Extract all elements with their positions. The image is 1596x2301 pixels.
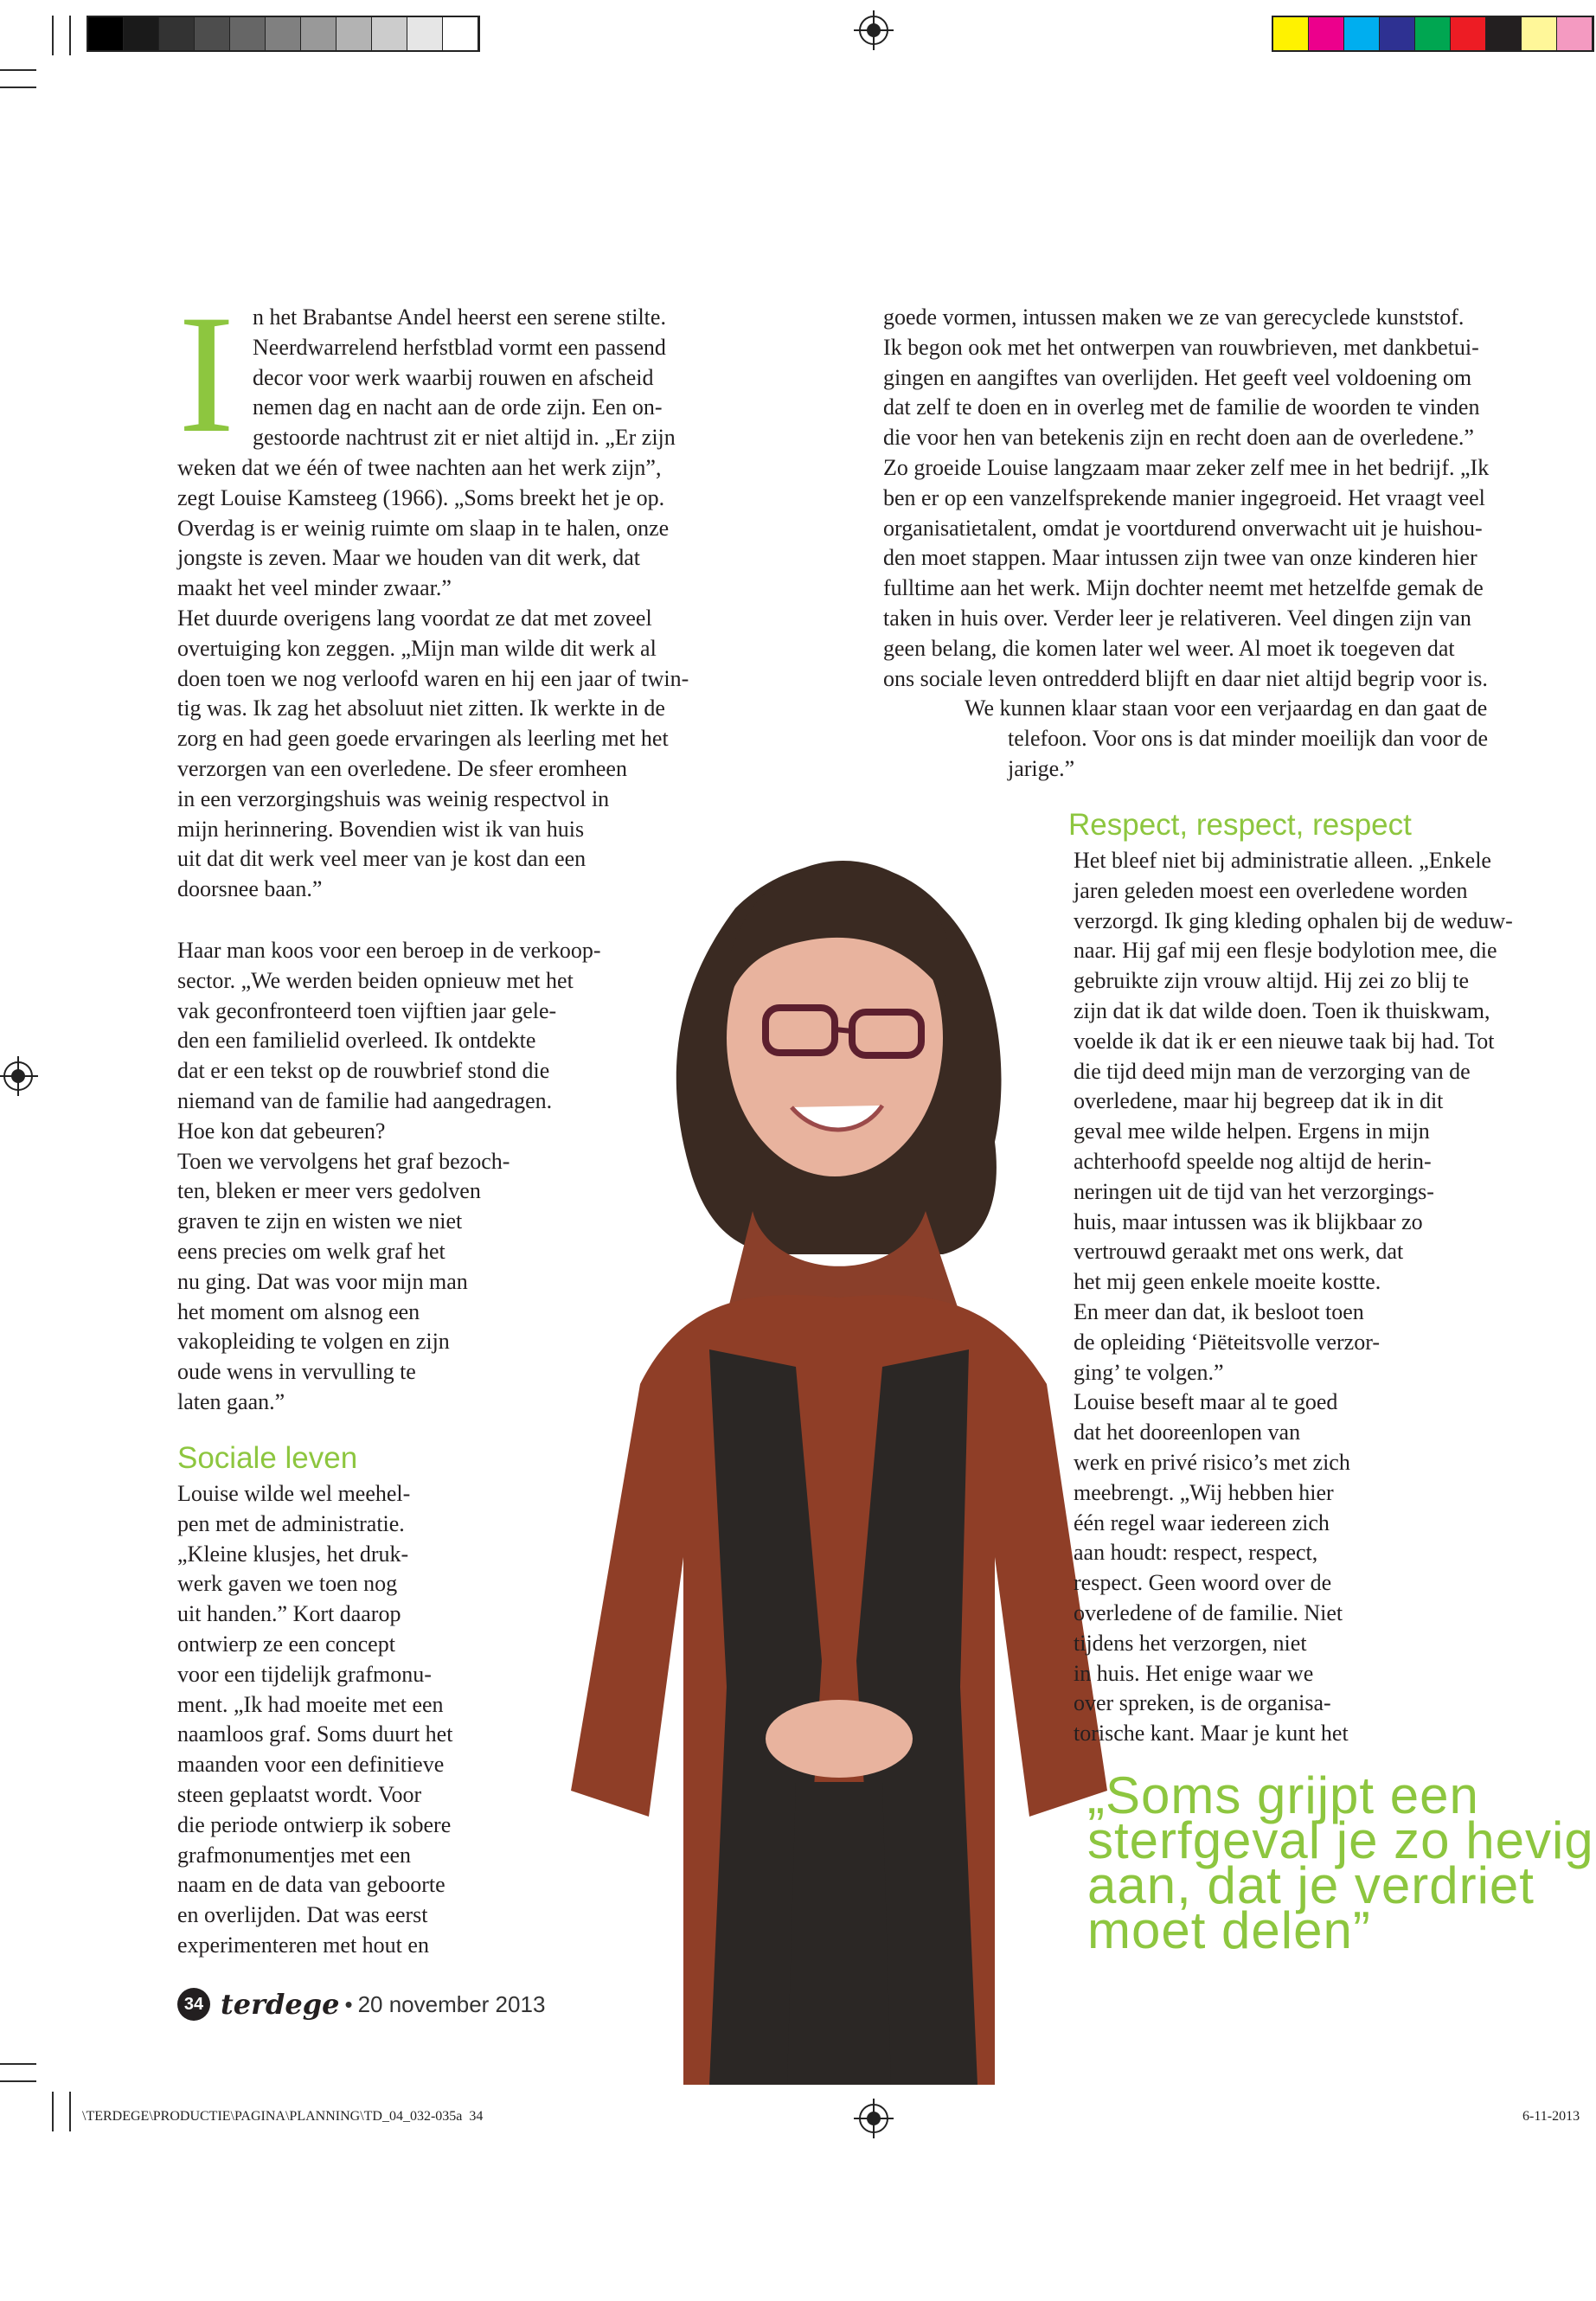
- magazine-logo: terdege: [221, 1988, 340, 2021]
- print-date: 6-11-2013: [1522, 2109, 1580, 2124]
- color-swatch: [230, 17, 266, 50]
- registration-mark-icon: [859, 2104, 888, 2133]
- crop-mark: [52, 16, 54, 55]
- color-swatch: [1415, 17, 1451, 50]
- page-footer: [177, 1988, 545, 2021]
- color-swatch: [443, 17, 478, 50]
- color-swatch: [195, 17, 230, 50]
- body-paragraph: telefoon. Voor ons is dat minder moeilijk dan voor de jarige.”: [1008, 726, 1489, 781]
- color-swatch: [301, 17, 337, 50]
- issue-date: 20 november 2013: [357, 1990, 546, 2017]
- section-heading: Respect, respect, respect: [1068, 808, 1412, 842]
- registration-mark-icon: [3, 1061, 33, 1091]
- footer-separator: •: [344, 1990, 353, 2017]
- body-paragraph: Louise wilde wel meehel- pen met de administratie. „Kleine klusjes, het druk- werk gaven we toen nog uit handen.” Kort daarop ontwierp ze een concept voor een tijdelijk grafmonu- ment. „Ik had moeite met een naamloos graf. Soms duurt het maanden voor een definitieve steen geplaatst wordt. Voor die periode ontwierp ik sobere grafmonumentjes met een naam en de data van geboorte en overlijden. Dat was eerst experimenteren met hout en: [177, 1481, 453, 1958]
- color-swatch: [1309, 17, 1344, 50]
- drop-cap: I: [178, 280, 235, 468]
- color-swatch: [1522, 17, 1557, 50]
- registration-mark-icon: [859, 16, 888, 45]
- color-swatch: [1380, 17, 1415, 50]
- color-swatch: [124, 17, 159, 50]
- crop-mark: [69, 16, 71, 55]
- print-slug: \TERDEGE\PRODUCTIE\PAGINA\PLANNING\TD_04_032-035a 34: [82, 2109, 484, 2124]
- color-swatch: [1344, 17, 1380, 50]
- body-paragraph: Haar man koos voor een beroep in de verkoop- sector. „We werden beiden opnieuw met het vak geconfronteerd toen vijftien jaar gele- den een familielid overleed. Ik ontdekte dat er een tekst op de rouwbrief stond die niemand van de familie had aangedragen. Hoe kon dat gebeuren? Toen we vervolgens het graf bezoch- ten, bleken er meer vers gedolven graven te zijn en wisten we niet eens precies om welk graf het nu ging. Dat was voor mijn man het moment om alsnog een vakopleiding te volgen en zijn oude wens in vervulling te laten gaan.”: [177, 938, 601, 1414]
- body-paragraph: Het bleef niet bij administratie alleen. „Enkele jaren geleden moest een overledene worden verzorgd. Ik ging kleding ophalen bij de weduw- naar. Hij gaf mij een flesje bodylotion mee, die gebruikte zijn vrouw altijd. Hij zei zo blij te zijn dat ik dat wilde doen. Toen ik thuiskwam, voelde ik dat ik er een nieuwe taak bij had. Tot die tijd deed mijn man de verzorging van de overledene, maar hij begreep dat ik in dit geval mee wilde helpen. Ergens in mijn achterhoofd speelde nog altijd de herin- neringen uit de tijd van het verzorgings- huis, maar intussen was ik blijkbaar zo vertrouwd geraakt met ons werk, dat het mij geen enkele moeite kostte. En meer dan dat, ik besloot toen de opleiding ‘Piëteitsvolle verzor- ging’ te volgen.” Louise beseft maar al te goed dat het dooreenlopen van werk en privé risico’s met zich meebrengt. „Wij hebben hier één regel waar iedereen zich aan houdt: respect, respect, respect. Geen woord over de overledene of de familie. Niet tijdens het verzorgen, niet in huis. Het enige waar we over spreken, is de organisa- torische kant. Maar je kunt het: [1074, 848, 1513, 1747]
- color-swatch: [1486, 17, 1522, 50]
- process-color-bar: [1272, 16, 1594, 52]
- grayscale-color-bar: [87, 16, 480, 52]
- crop-mark: [0, 69, 36, 71]
- color-swatch: [1557, 17, 1593, 50]
- color-swatch: [159, 17, 195, 50]
- crop-mark: [0, 87, 36, 88]
- body-paragraph: goede vormen, intussen maken we ze van gerecyclede kunststof. Ik begon ook met het ontwerpen van rouwbrieven, met dankbetui- gingen en aangiftes van overlijden. Het geeft veel voldoening om dat zelf te doen en in overleg met de familie de woorden te vinden die voor hen van betekenis zijn en recht doen aan de overledene.” Zo groeide Louise langzaam maar zeker zelf mee in het bedrijf. „Ik ben er op een vanzelfsprekende manier ingegroeid. Het vraagt veel organisatietalent, omdat je voortdurend onverwacht uit je huishou- den moet stappen. Maar intussen zijn twee van onze kinderen hier fulltime aan het werk. Mijn dochter neemt met hetzelfde gemak de taken in huis over. Verder leer je relativeren. Veel dingen zijn van geen belang, die komen later wel weer. Al moet ik toegeven dat ons sociale leven ontredderd blijft en daar niet altijd begrip voor is.: [883, 304, 1490, 691]
- color-swatch: [1451, 17, 1486, 50]
- crop-mark: [0, 2063, 36, 2065]
- body-paragraph: We kunnen klaar staan voor een verjaardag en dan gaat de: [965, 695, 1488, 721]
- crop-mark: [69, 2092, 71, 2131]
- crop-mark: [0, 2080, 36, 2082]
- color-swatch: [337, 17, 372, 50]
- section-heading: Sociale leven: [177, 1441, 358, 1475]
- color-swatch: [266, 17, 301, 50]
- intro-paragraph: n het Brabantse Andel heerst een serene stilte. Neerdwarrelend herfstblad vormt een passend decor voor werk waarbij rouwen en afscheid nemen dag en nacht aan de orde zijn. Een on- gestoorde nachtrust zit er niet altijd in. „Er zijn: [253, 304, 676, 451]
- crop-mark: [52, 2092, 54, 2131]
- page-number: 34: [177, 1988, 210, 2021]
- color-swatch: [372, 17, 407, 50]
- color-swatch: [1273, 17, 1309, 50]
- color-swatch: [88, 17, 124, 50]
- color-swatch: [407, 17, 443, 50]
- body-paragraph: weken dat we één of twee nachten aan het werk zijn”, zegt Louise Kamsteeg (1966). „Soms breekt het je op. Overdag is er weinig ruimte om slaap in te halen, onze jongste is zeven. Maar we houden van dit werk, dat maakt het veel minder zwaar.” Het duurde overigens lang voordat ze dat met zoveel overtuiging kon zeggen. „Mijn man wilde dit werk al doen toen we nog verloofd waren en hij een jaar of twin- tig was. Ik zag het absoluut niet zitten. Ik werkte in de zorg en had geen goede ervaringen als leerling met het verzorgen van een overledene. De sfeer eromheen in een verzorgingshuis was weinig respectvol in mijn herinnering. Bovendien wist ik van huis uit dat dit werk veel meer van je kost dan een doorsnee baan.”: [177, 455, 689, 902]
- pull-quote: „Soms grijpt een sterfgeval je zo hevig aan, dat je verdriet moet delen”: [1087, 1766, 1594, 1959]
